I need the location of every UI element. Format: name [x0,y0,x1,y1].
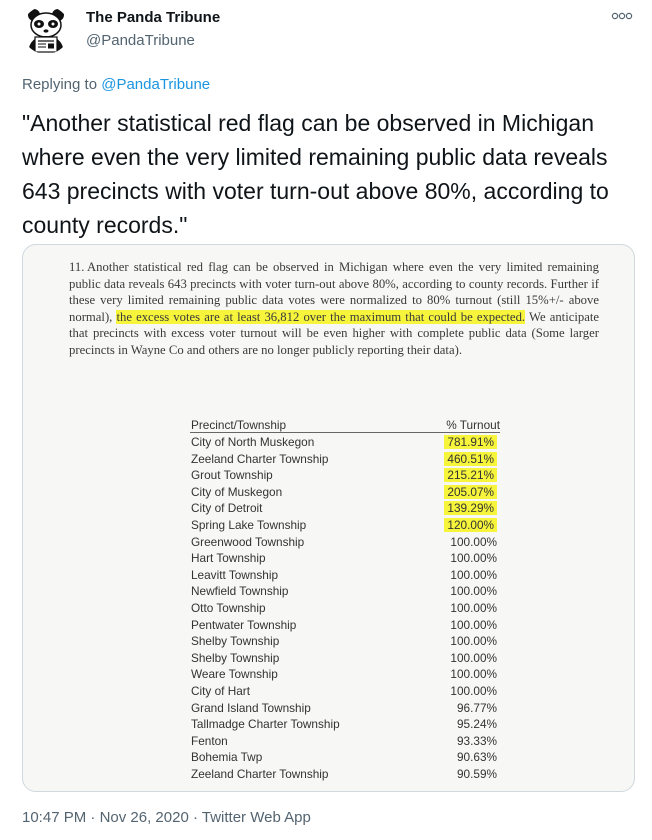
turnout-value-text: 120.00% [444,518,497,532]
turnout-value-text: 100.00% [450,534,497,549]
precinct-name: Otto Township [191,600,266,615]
precinct-name: Pentwater Township [191,617,297,632]
tweet-header [0,0,652,70]
separator: · [192,809,198,826]
turnout-value [435,568,497,582]
precinct-name: Grand Island Township [191,700,311,715]
more-dots-icon [610,8,634,24]
paragraph-highlight: the excess votes are at least 36,812 over the maximum that could be expected. [116,309,526,324]
tweet-metadata [22,809,311,826]
table-row [190,599,500,616]
turnout-value [435,634,497,648]
table-row [190,533,500,550]
tweet-source-link[interactable]: Twitter Web App [201,809,311,826]
turnout-value [435,551,497,565]
table-row [190,632,500,649]
table-row [190,499,500,516]
turnout-value-text: 96.77% [456,700,497,715]
turnout-value [435,618,497,632]
paragraph-text: Another statistical red flag can be observed in Michigan where even the very limited remaining public data reveals 643 precincts with voter turn-out above 80%, according to county records. Further if these very limited remaining public data votes were normalized to 80% turnout (still 15%+/- above normal), [69,260,599,324]
turnout-value [435,767,497,781]
table-row [190,616,500,633]
table-row [190,483,500,500]
turnout-value [435,535,497,549]
precinct-name: City of Muskegon [191,484,283,499]
panda-reading-newspaper-icon [22,6,70,54]
document-scan [23,245,634,791]
turnout-value [435,584,497,598]
precinct-name: Bohemia Twp [191,750,263,765]
turnout-value-text: 100.00% [450,567,497,582]
precinct-name: Fenton [191,733,228,748]
table-row [190,732,500,749]
table-row [190,466,500,483]
replying-to [22,76,210,93]
reply-mention-link[interactable]: @PandaTribune [101,76,211,93]
turnout-value [435,501,497,515]
table-header [190,417,500,433]
turnout-value-text: 93.33% [456,733,497,748]
table-row [190,649,500,666]
precinct-name: Shelby Township [191,634,280,649]
turnout-value-text: 100.00% [450,551,497,566]
precinct-name: Zeeland Charter Township [191,766,329,781]
turnout-value [435,717,497,731]
table-row [190,682,500,699]
column-header-turnout: % Turnout [446,418,500,432]
turnout-value [435,518,497,532]
turnout-value [435,701,497,715]
more-options-button[interactable] [610,8,634,24]
turnout-value-text: 90.59% [456,766,497,781]
table-row [190,765,500,782]
turnout-value-text: 95.24% [456,717,497,732]
precinct-name: Greenwood Township [191,534,305,549]
turnout-value [435,684,497,698]
table-row [190,715,500,732]
precinct-name: City of North Muskegon [191,435,315,449]
precinct-name: Zeeland Charter Township [191,451,329,466]
turnout-value-text: 781.91% [444,435,497,449]
document-paragraph [69,259,599,359]
tweet-media-image[interactable] [22,244,635,792]
turnout-value-text: 100.00% [450,667,497,682]
precinct-name: Newfield Township [191,584,289,599]
paragraph-number: 11. [69,260,85,274]
table-row [190,699,500,716]
table-row [190,582,500,599]
turnout-value-text: 205.07% [444,485,497,499]
turnout-value-text: 90.63% [456,750,497,765]
turnout-table [190,417,500,781]
precinct-name: Grout Township [191,468,273,483]
turnout-value-text: 100.00% [450,617,497,632]
tweet-date[interactable]: Nov 26, 2020 [99,809,189,826]
precinct-name: Hart Township [191,551,266,566]
turnout-value [435,485,497,499]
turnout-value-text: 100.00% [450,683,497,698]
table-row [190,549,500,566]
turnout-value [435,452,497,466]
precinct-name: Shelby Township [191,650,280,665]
column-header-precinct: Precinct/Township [191,418,287,432]
turnout-value [435,750,497,764]
turnout-value-text: 215.21% [444,468,497,482]
precinct-name: City of Detroit [191,501,263,516]
precinct-name: City of Hart [191,683,250,698]
table-row [190,433,500,450]
turnout-value [435,435,497,449]
turnout-value-text: 100.00% [450,584,497,599]
tweet-text: "Another statistical red flag can be observed in Michigan where even the very limited remaining public data reveals 643 precincts with voter turn-out above 80%, according to county records." [22,110,609,238]
turnout-value [435,734,497,748]
table-row [190,450,500,467]
precinct-name: Weare Township [191,667,278,682]
avatar[interactable] [22,6,70,54]
turnout-value [435,468,497,482]
paragraph-text-after: We anticipate that precincts with excess voter turnout will be even higher with complete public data (Some larger precincts in Wayne Co and others are no longer publicly reporting their data). [69,309,600,357]
precinct-name: Leavitt Township [191,567,279,582]
turnout-value [435,601,497,615]
turnout-value-text: 460.51% [444,452,497,466]
separator: · [90,809,96,826]
author-name[interactable]: The Panda Tribune [86,9,221,26]
table-row [190,665,500,682]
turnout-value-text: 100.00% [450,634,497,649]
precinct-name: Tallmadge Charter Township [191,717,340,732]
turnout-value-text: 100.00% [450,600,497,615]
turnout-value [435,667,497,681]
table-row [190,566,500,583]
turnout-value-text: 100.00% [450,650,497,665]
table-row [190,516,500,533]
table-row [190,748,500,765]
turnout-value [435,651,497,665]
precinct-name: Spring Lake Township [191,517,307,532]
turnout-value-text: 139.29% [444,501,497,515]
tweet-time[interactable]: 10:47 PM [22,809,87,826]
replying-to-label: Replying to [22,76,98,93]
author-handle[interactable]: @PandaTribune [86,32,195,49]
